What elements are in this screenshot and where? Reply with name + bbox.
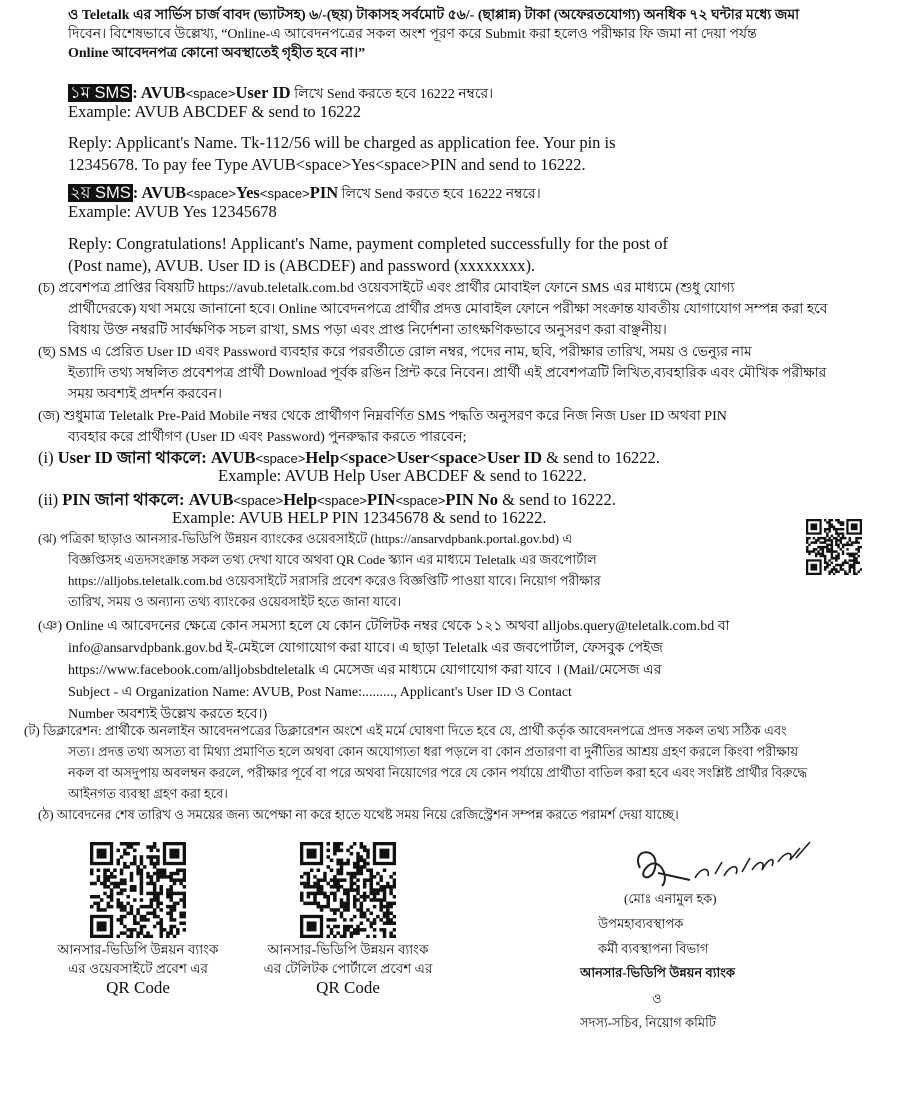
intro-line-2: দিবেন। বিশেষভাবে উল্লেখ্য, “Online-এ আবেদনপত্রের সকল অংশ পূরণ করে Submit করা হলেও পরীক্ষার ফি জমা না দেয়া পর্যন্ত (68, 27, 757, 42)
signatory-department: কর্মী ব্যবস্থাপনা বিভাগ (598, 941, 709, 956)
clause-chha-line-1: (ছ) SMS এ প্রেরিত User ID এবং Password ব্যবহার করে পরবর্তীতে রোল নম্বর, পদের নাম, ছবি, পরীক্ষার তারিখ, সময় ও ভেন্যুর নাম (38, 345, 752, 360)
clause-chha-line-3: সময় অবশ্যই প্রদর্শন করবেন। (68, 387, 223, 402)
sms2-example: Example: AVUB Yes 12345678 (68, 202, 277, 221)
clause-jha-line-4: তারিখ, সময় ও অন্যান্য তথ্য ব্যাংকের ওয়েবসাইট হতে জানা যাবে। (68, 594, 402, 609)
recover-pin-command: (ii) PIN জানা থাকলে: AVUB<space>Help<space>PIN<space>PIN No & send to 16222. (38, 490, 616, 509)
qr-code-small-icon (806, 519, 862, 575)
clause-nya-line-5: Number অবশ্যই উল্লেখ করতে হবে।) (68, 707, 268, 722)
clause-tha-line-1: (ঠ) আবেদনের শেষ তারিখ ও সময়ের জন্য অপেক্ষা না করে হাতে যথেষ্ট সময় নিয়ে রেজিস্ট্রেশন সম্পন্ন করতে পরামর্শ দেয়া যাচ্ছে। (38, 807, 679, 822)
sms1-reply-line-2: 12345678. To pay fee Type AVUB<space>Yes<space>PIN and send to 16222. (68, 155, 586, 174)
clause-nya-line-1: (ঞ) Online এ আবেদনের ক্ষেত্রে কোন সমস্যা হলে যে কোন টেলিটক নম্বর থেকে ১২১ অথবা alljobs.query@teletalk.com.bd বা (38, 619, 730, 634)
signatory-committee-role: সদস্য-সচিব, নিয়োগ কমিটি (580, 1015, 716, 1030)
signatory-conjunction: ও (652, 991, 662, 1006)
intro-line-1: ও Teletalk এর সার্ভিস চার্জ বাবদ (ভ্যাটসহ) ৬/-(ছয়) টাকাসহ সর্বমোট ৫৬/- (ছাপ্পান্ন) টাকা (অফেরতযোগ্য) অনধিক ৭২ ঘন্টার মধ্যে জমা (68, 8, 800, 23)
clause-jha-line-2: বিজ্ঞপ্তিসহ এতদসংক্রান্ত সকল তথ্য দেখা যাবে অথবা QR Code স্ক্যান এর মাধ্যমে Teletalk এর জবপোর্টাল (68, 552, 597, 567)
qr-code-website-icon (90, 842, 186, 938)
clause-ja-line-1: (জ) শুধুমাত্র Teletalk Pre-Paid Mobile নম্বর থেকে প্রার্থীগণ নিম্নবর্ণিত SMS পদ্ধতি অনুসরণ করে নিজ নিজ User ID অথবা PIN (38, 409, 727, 424)
signatory-designation: উপমহাব্যবস্থাপক (598, 916, 684, 931)
sms1-label: ১ম SMS (70, 84, 131, 102)
signatory-organization: আনসার-ভিডিপি উন্নয়ন ব্যাংক (580, 965, 735, 980)
qr-code-teletalk-icon (300, 842, 396, 938)
sms1-example: Example: AVUB ABCDEF & send to 16222 (68, 102, 362, 121)
sms2-command: ২য় SMS : AVUB<space>Yes<space>PIN লিখে Send করতে হবে 16222 নম্বরে। (70, 183, 541, 202)
clause-ta-line-3: নকল বা অসদুপায় অবলম্বন করলে, পরীক্ষার পূর্বে বা পরে অথবা নিয়োগের পরে যে কোন পর্যায়ে প্রার্থীতা বাতিল করা হবে এবং সংশ্লিষ্ট প্রার্থীর বিরুদ্ধে (68, 765, 808, 780)
clause-chha-line-2: ইত্যাদি তথ্য সম্বলিত প্রবেশপত্র প্রার্থী Download পূর্বক রঙিন প্রিন্ট করে নিবেন। প্রার্থী এই প্রবেশপত্রটি লিখিত,ব্যবহারিক এবং মৌখিক পরীক্ষার (68, 366, 827, 381)
intro-line-3: Online আবেদনপত্র কোনো অবস্থাতেই গৃহীত হবে না।” (68, 46, 366, 61)
sms1-command: ১ম SMS : AVUB<space>User ID লিখে Send করতে হবে 16222 নম্বরে। (70, 83, 494, 102)
sms2-reply-line-2: (Post name), AVUB. User ID is (ABCDEF) and password (xxxxxxxx). (68, 256, 536, 275)
clause-cha-line-3: বিধায় উক্ত নম্বরটি সার্বক্ষণিক সচল রাখা, SMS পড়া এবং প্রাপ্ত নির্দেশনা তাৎক্ষণিকভাবে অনুসরণ করা বাঞ্ছনীয়। (68, 323, 667, 338)
clause-nya-line-2: info@ansarvdpbank.gov.bd ই-মেইলে যোগাযোগ করা যাবে। এ ছাড়া Teletalk এর জবপোর্টাল, ফেসবুক পেইজ (68, 641, 663, 656)
clause-ta-line-2: সত্য। প্রদত্ত তথ্য অসত্য বা মিথ্যা প্রমাণিত হলে অথবা কোন অযোগ্যতা ধরা পড়লে বা কোন প্রতারণা বা দুর্নীতির আশ্রয় গ্রহণ করলে কিংবা পরীক্ষায় (68, 744, 799, 759)
recover-user-id-command: (i) User ID জানা থাকলে: AVUB<space>Help<space>User<space>User ID & send to 16222. (38, 448, 660, 467)
sms2-reply-line-1: Reply: Congratulations! Applicant's Name, payment completed successfully for the post of (68, 234, 669, 253)
clause-cha-line-2: প্রার্থীদেরকে) যথা সময়ে জানানো হবে। Online আবেদনপত্রে প্রার্থীর প্রদত্ত মোবাইল ফোনে পরীক্ষা সংক্রান্ত যাবতীয় যোগাযোগ সম্পন্ন করা হবে (68, 302, 828, 317)
clause-ta-line-1: (ট) ডিক্লারেশন: প্রার্থীকে অনলাইন আবেদনপত্রের ডিক্লারেশন অংশে এই মর্মে ঘোষণা দিতে হবে যে, প্রার্থী কর্তৃক আবেদনপত্রে প্রদত্ত সকল তথ্য সঠিক এবং (24, 723, 787, 738)
clause-jha-line-3: https://alljobs.teletalk.com.bd ওয়েবসাইটে সরাসরি প্রবেশ করেও বিজ্ঞপ্তিটি পাওয়া যাবে। নিয়োগ পরীক্ষার (68, 573, 601, 588)
clause-nya-line-3: https://www.facebook.com/alljobsbdteletalk এ মেসেজ এর মাধ্যমে যোগাযোগ করা যাবে । (Mail/মেসেজ এর (68, 663, 662, 678)
clause-ta-line-4: আইনগত ব্যবস্থা গ্রহণ করা হবে। (68, 786, 228, 801)
clause-cha-line-1: (চ) প্রবেশপত্র প্রাপ্তির বিষয়টি https://avub.teletalk.com.bd ওয়েবসাইটে এবং প্রার্থীর মোবাইল ফোনে SMS এর মাধ্যমে (শুধু যোগ্য (38, 281, 735, 296)
sms1-reply-line-1: Reply: Applicant's Name. Tk-112/56 will be charged as application fee. Your pin is (68, 133, 616, 152)
handwritten-signature-icon (600, 828, 820, 898)
signatory-name: (মোঃ এনামুল হক) (624, 891, 717, 906)
clause-ja-line-2: ব্যবহার করে প্রার্থীগণ (User ID এবং Password) পুনরুদ্ধার করতে পারবেন; (68, 430, 467, 445)
recover-pin-example: Example: AVUB HELP PIN 12345678 & send to 16222. (172, 508, 547, 527)
qr-website-caption: আনসার-ভিডিপি উন্নয়ন ব্যাংক এর ওয়েবসাইটে প্রবেশ এর QR Code (57, 942, 219, 997)
clause-nya-line-4: Subject - এ Organization Name: AVUB, Post Name:........., Applicant's User ID ও Contact (68, 685, 572, 700)
sms2-label: ২য় SMS (70, 184, 131, 202)
qr-teletalk-caption: আনসার-ভিডিপি উন্নয়ন ব্যাংক এর টেলিটক পোর্টালে প্রবেশ এর QR Code (263, 942, 433, 997)
recover-user-id-example: Example: AVUB Help User ABCDEF & send to 16222. (218, 466, 587, 485)
clause-jha-line-1: (ঝ) পত্রিকা ছাড়াও আনসার-ভিডিপি উন্নয়ন ব্যাংকের ওয়েবসাইটে (https://ansarvdpbank.portal.gov.bd) এ (38, 531, 573, 546)
